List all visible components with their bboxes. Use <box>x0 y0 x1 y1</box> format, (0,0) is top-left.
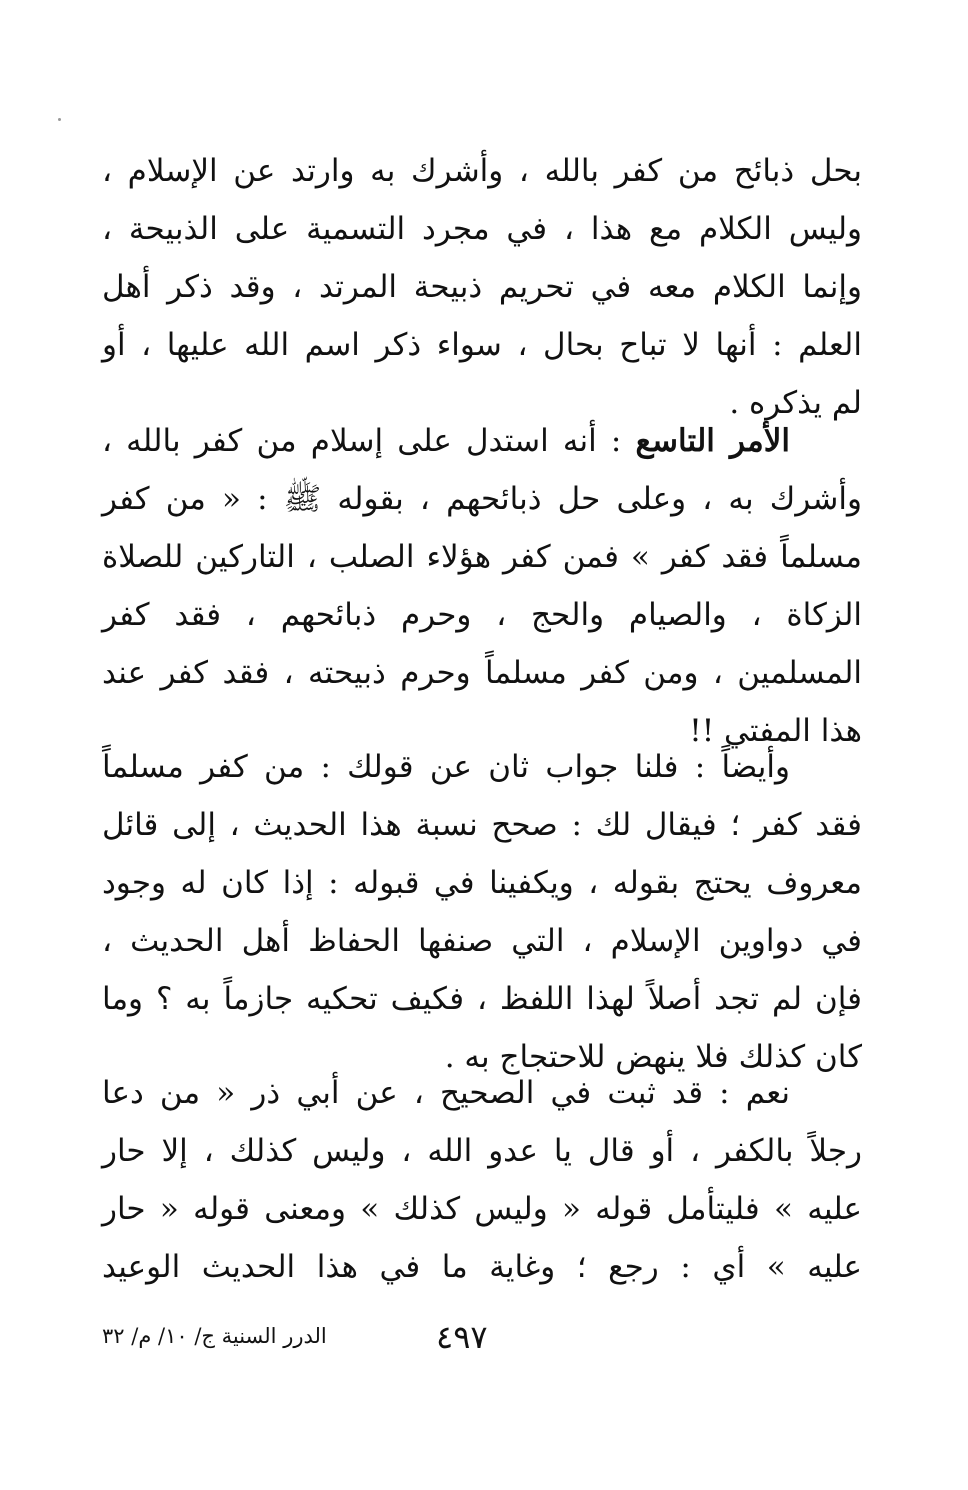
page-footer <box>102 1318 862 1358</box>
text-line: عليه » فليتأمل قوله « وليس كذلك » ومعنى قوله « حار <box>102 1191 862 1227</box>
text-line: هذا المفتي !! <box>689 713 862 749</box>
text-line: كان كذلك فلا ينهض للاحتجاج به . <box>444 1039 862 1075</box>
text-line: في دواوين الإسلام ، التي صنفها الحفاظ أهل الحديث ، <box>102 923 862 959</box>
margin-speck <box>58 118 61 121</box>
text-line: العلم : أنها لا تباح بحال ، سواء ذكر اسم الله عليها ، أو <box>102 327 862 363</box>
text-line: وإنما الكلام معه في تحريم ذبيحة المرتد ، وقد ذكر أهل <box>102 269 862 305</box>
paragraph-1 <box>102 142 862 432</box>
text-line: المسلمين ، ومن كفر مسلماً وحرم ذبيحته ، فقد كفر عند <box>102 655 862 691</box>
text-line: الزكاة ، والصيام والحج ، وحرم ذبائحهم ، فقد كفر <box>102 597 862 633</box>
section-heading: الأمر التاسع <box>635 423 790 459</box>
text-line: نعم : قد ثبت في الصحيح ، عن أبي ذر « من دعا <box>102 1075 790 1111</box>
text-line: وليس الكلام مع هذا ، في مجرد التسمية على الذبيحة ، <box>102 211 862 247</box>
text-line: فقد كفر ؛ فيقال لك : صحح نسبة هذا الحديث ، إلى قائل <box>102 807 862 843</box>
text-line: معروف يحتج بقوله ، ويكفينا في قبوله : إذا كان له وجود <box>102 865 862 901</box>
page-number: ٤٩٧ <box>436 1318 488 1356</box>
text-line: عليه » أي : رجع ؛ وغاية ما في هذا الحديث الوعيد <box>102 1249 862 1285</box>
text-line: وأشرك به ، وعلى حل ذبائحهم ، بقوله ﷺ : « من كفر <box>102 481 862 517</box>
source-reference: الدرر السنية ج/ ١٠/ م/ ٣٢ <box>102 1324 327 1348</box>
text-line: لم يذكره . <box>729 385 862 421</box>
text-line: فإن لم تجد أصلاً لهذا اللفظ ، فكيف تحكيه جازماً به ؟ وما <box>102 981 862 1017</box>
text-line: رجلاً بالكفر ، أو قال يا عدو الله ، وليس كذلك ، إلا حار <box>102 1133 862 1169</box>
text-line: بحل ذبائح من كفر بالله ، وأشرك به وارتد عن الإسلام ، <box>102 153 862 189</box>
paragraph-3 <box>102 738 862 1086</box>
text-line <box>102 412 862 470</box>
text-line: وأيضاً : فلنا جواب ثان عن قولك : من كفر مسلماً <box>102 749 790 785</box>
paragraph-4 <box>102 1064 862 1296</box>
paragraph-2 <box>102 412 862 760</box>
text-line-rest: : أنه استدل على إسلام من كفر بالله ، <box>102 423 636 459</box>
text-line: مسلماً فقد كفر » فمن كفر هؤلاء الصلب ، التاركين للصلاة <box>102 539 862 575</box>
